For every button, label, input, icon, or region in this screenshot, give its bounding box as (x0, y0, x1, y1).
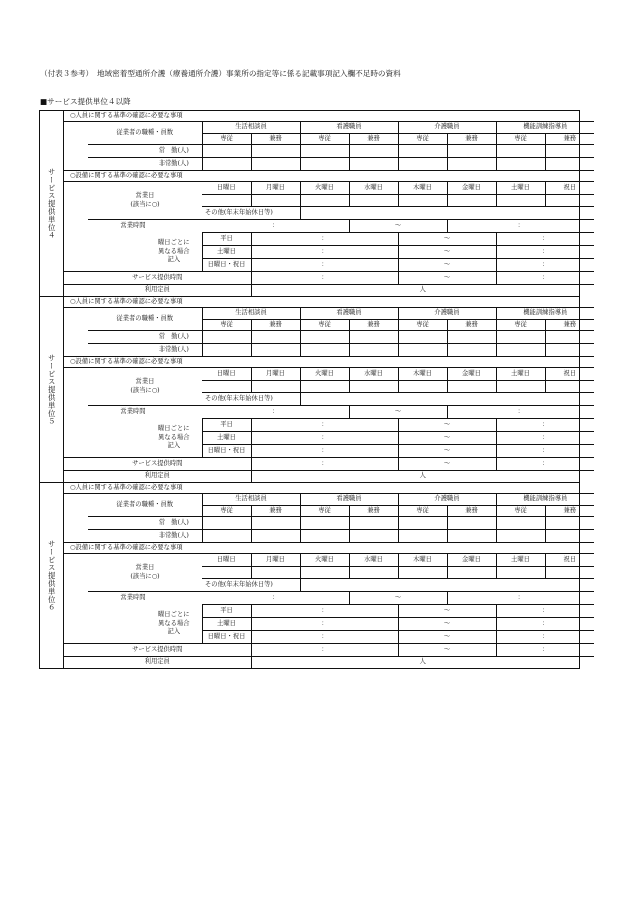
business-hours-start-cell[interactable]: ： (202, 592, 349, 605)
service-unit-block (39, 482, 580, 669)
business-hours-label: 営業時間 (120, 408, 146, 416)
sunday-header: 日曜日 (202, 554, 251, 567)
friday-header: 金曜日 (447, 182, 496, 195)
sunday-holiday-hours-end-cell[interactable]: ： (496, 631, 594, 644)
service-hours-range-separator: ～ (398, 644, 496, 657)
staff-label: 従業者の職種・員数 (88, 308, 202, 331)
wednesday-check-cell[interactable] (349, 195, 398, 207)
business-hours-range-separator: ～ (349, 406, 447, 419)
parttime-staff-count-cell[interactable] (251, 344, 300, 357)
blank-indent-cell (88, 145, 146, 158)
business-hours-start-cell[interactable]: ： (202, 406, 349, 419)
parttime-staff-count-cell[interactable] (398, 530, 447, 543)
personnel-section-heading: ○人員に関する基準の確認に必要な事項 (64, 111, 594, 122)
facility-section-heading: ○設備に関する基準の確認に必要な事項 (64, 543, 594, 554)
thursday-header: 木曜日 (398, 368, 447, 381)
tuesday-check-cell[interactable] (300, 567, 349, 579)
sunday-holiday-hours-label: 日曜日・祝日 (202, 259, 251, 272)
regular-staff-count-cell[interactable] (349, 145, 398, 158)
saturday-check-cell[interactable] (496, 195, 545, 207)
saturday-hours-start-cell[interactable]: ： (251, 432, 398, 445)
concurrent-header: 兼務 (545, 320, 594, 331)
job-type-header: 機能訓練指導員 (496, 494, 594, 506)
holiday-check-cell[interactable] (545, 195, 594, 207)
job-type-header: 介護職員 (398, 122, 496, 134)
capacity-label: 利用定員 (64, 471, 251, 483)
service-unit-label: サービス提供単位４ (47, 167, 57, 240)
parttime-staff-count-cell[interactable] (545, 530, 594, 543)
sunday-check-cell[interactable] (202, 195, 251, 207)
weekday-hours-start-cell[interactable]: ： (251, 419, 398, 432)
monday-check-cell[interactable] (251, 567, 300, 579)
saturday-hours-start-cell[interactable]: ： (251, 618, 398, 631)
other-days-label: その他(年末年始休日等) (202, 393, 300, 406)
parttime-staff-count-cell[interactable] (300, 530, 349, 543)
fulltime-header: 専従 (202, 134, 251, 145)
wednesday-header: 水曜日 (349, 182, 398, 195)
section-heading: ■サービス提供単位４以降 (40, 97, 131, 106)
service-hours-end-cell[interactable]: ： (496, 272, 594, 285)
sunday-holiday-hours-start-cell[interactable]: ： (251, 259, 398, 272)
parttime-staff-count-cell[interactable] (545, 158, 594, 171)
capacity-label: 利用定員 (64, 285, 251, 297)
saturday-hours-end-cell[interactable]: ： (496, 432, 594, 445)
blank-indent-cell (64, 122, 88, 171)
parttime-staff-count-cell[interactable] (202, 530, 251, 543)
by-day-label: 曜日ごとに 異なる場合 記入 (146, 419, 202, 458)
service-hours-range-separator: ～ (398, 458, 496, 471)
saturday-header: 土曜日 (496, 554, 545, 567)
weekday-hours-label: 平日 (202, 233, 251, 246)
parttime-staff-count-cell[interactable] (202, 158, 251, 171)
concurrent-header: 兼務 (251, 320, 300, 331)
job-type-header: 生活相談員 (202, 308, 300, 320)
sunday-holiday-hours-range-separator: ～ (398, 631, 496, 644)
job-type-header: 介護職員 (398, 494, 496, 506)
capacity-label: 利用定員 (64, 657, 251, 669)
blank-indent-cell (88, 331, 146, 344)
blank-indent-cell (64, 368, 88, 406)
parttime-staff-count-cell[interactable] (251, 158, 300, 171)
regular-staff-count-cell[interactable] (251, 145, 300, 158)
other-days-field[interactable] (300, 207, 594, 220)
saturday-hours-end-cell[interactable]: ： (496, 618, 594, 631)
parttime-staff-label: 非常勤(人) (146, 344, 202, 357)
holiday-check-cell[interactable] (545, 381, 594, 393)
sunday-check-cell[interactable] (202, 381, 251, 393)
sunday-holiday-hours-end-cell[interactable]: ： (496, 259, 594, 272)
holiday-header: 祝日 (545, 554, 594, 567)
service-hours-end-cell[interactable]: ： (496, 644, 594, 657)
parttime-staff-count-cell[interactable] (496, 158, 545, 171)
saturday-check-cell[interactable] (496, 381, 545, 393)
holiday-check-cell[interactable] (545, 567, 594, 579)
regular-staff-count-cell[interactable] (398, 517, 447, 530)
parttime-staff-count-cell[interactable] (496, 530, 545, 543)
regular-staff-count-cell[interactable] (447, 331, 496, 344)
parttime-staff-count-cell[interactable] (349, 530, 398, 543)
regular-staff-count-cell[interactable] (300, 517, 349, 530)
thursday-header: 木曜日 (398, 554, 447, 567)
blank-indent-cell (64, 419, 146, 458)
regular-staff-count-cell[interactable] (545, 517, 594, 530)
holiday-header: 祝日 (545, 182, 594, 195)
regular-staff-count-cell[interactable] (496, 145, 545, 158)
regular-staff-count-cell[interactable] (349, 331, 398, 344)
weekday-hours-end-cell[interactable]: ： (496, 233, 594, 246)
job-type-header: 看護職員 (300, 122, 398, 134)
tuesday-check-cell[interactable] (300, 195, 349, 207)
saturday-hours-range-separator: ～ (398, 432, 496, 445)
tuesday-header: 火曜日 (300, 182, 349, 195)
weekday-hours-end-cell[interactable]: ： (496, 605, 594, 618)
other-days-label: その他(年末年始休日等) (202, 207, 300, 220)
service-unit-label: サービス提供単位５ (47, 353, 57, 426)
wednesday-check-cell[interactable] (349, 567, 398, 579)
sunday-holiday-hours-label: 日曜日・祝日 (202, 445, 251, 458)
facility-section-heading: ○設備に関する基準の確認に必要な事項 (64, 171, 594, 182)
concurrent-header: 兼務 (251, 134, 300, 145)
saturday-hours-label: 土曜日 (202, 246, 251, 259)
by-day-label: 曜日ごとに 異なる場合 記入 (146, 233, 202, 272)
sunday-header: 日曜日 (202, 368, 251, 381)
tuesday-header: 火曜日 (300, 554, 349, 567)
friday-check-cell[interactable] (447, 195, 496, 207)
service-hours-label: サービス提供時間 (64, 644, 251, 657)
parttime-staff-count-cell[interactable] (349, 344, 398, 357)
blank-indent-cell (88, 517, 146, 530)
blank-indent-cell (88, 530, 146, 543)
saturday-hours-range-separator: ～ (398, 246, 496, 259)
business-hours-range-separator: ～ (349, 220, 447, 233)
service-unit-block (39, 296, 580, 483)
business-hours-start-cell[interactable]: ： (202, 220, 349, 233)
monday-check-cell[interactable] (251, 381, 300, 393)
regular-staff-count-cell[interactable] (202, 145, 251, 158)
concurrent-header: 兼務 (349, 506, 398, 517)
blank-indent-cell (64, 182, 88, 220)
concurrent-header: 兼務 (251, 506, 300, 517)
sunday-holiday-hours-range-separator: ～ (398, 259, 496, 272)
sunday-holiday-hours-start-cell[interactable]: ： (251, 631, 398, 644)
parttime-staff-count-cell[interactable] (447, 530, 496, 543)
service-unit-label-cell (40, 483, 64, 668)
regular-staff-count-cell[interactable] (202, 517, 251, 530)
job-type-header: 生活相談員 (202, 122, 300, 134)
saturday-hours-end-cell[interactable]: ： (496, 246, 594, 259)
job-type-header: 看護職員 (300, 494, 398, 506)
weekday-hours-label: 平日 (202, 419, 251, 432)
parttime-staff-count-cell[interactable] (251, 530, 300, 543)
regular-staff-count-cell[interactable] (398, 331, 447, 344)
service-hours-start-cell[interactable]: ： (251, 458, 398, 471)
regular-staff-count-cell[interactable] (300, 145, 349, 158)
thursday-check-cell[interactable] (398, 567, 447, 579)
fulltime-header: 専従 (496, 506, 545, 517)
fulltime-header: 専従 (300, 506, 349, 517)
other-days-field[interactable] (300, 579, 594, 592)
fulltime-header: 専従 (398, 320, 447, 331)
business-days-label: 営業日 (該当に○) (88, 182, 202, 220)
document-title: （付表３参考） 地域密着型通所介護（療養通所介護）事業所の指定等に係る記載事項記入欄不足時の資料 (40, 69, 401, 78)
service-hours-end-cell[interactable]: ： (496, 458, 594, 471)
sunday-header: 日曜日 (202, 182, 251, 195)
service-unit-table (64, 483, 594, 668)
fulltime-header: 専従 (300, 320, 349, 331)
by-day-label: 曜日ごとに 異なる場合 記入 (146, 605, 202, 644)
other-days-label: その他(年末年始休日等) (202, 579, 300, 592)
business-hours-end-cell[interactable]: ： (447, 220, 594, 233)
sunday-holiday-hours-start-cell[interactable]: ： (251, 445, 398, 458)
wednesday-check-cell[interactable] (349, 381, 398, 393)
regular-staff-label: 常 勤(人) (146, 517, 202, 530)
business-hours-label: 営業時間 (120, 222, 146, 230)
job-type-header: 介護職員 (398, 308, 496, 320)
other-days-field[interactable] (300, 393, 594, 406)
friday-check-cell[interactable] (447, 381, 496, 393)
friday-header: 金曜日 (447, 554, 496, 567)
business-days-label: 営業日 (該当に○) (88, 554, 202, 592)
business-hours-label: 営業時間 (120, 594, 146, 602)
job-type-header: 看護職員 (300, 308, 398, 320)
capacity-field[interactable]: 人 (419, 658, 426, 666)
service-hours-start-cell[interactable]: ： (251, 644, 398, 657)
concurrent-header: 兼務 (349, 134, 398, 145)
concurrent-header: 兼務 (447, 320, 496, 331)
service-hours-label: サービス提供時間 (64, 458, 251, 471)
fulltime-header: 専従 (496, 134, 545, 145)
regular-staff-count-cell[interactable] (398, 145, 447, 158)
parttime-staff-count-cell[interactable] (300, 344, 349, 357)
sunday-holiday-hours-end-cell[interactable]: ： (496, 445, 594, 458)
regular-staff-count-cell[interactable] (202, 331, 251, 344)
service-unit-label-cell (40, 297, 64, 482)
sunday-holiday-hours-label: 日曜日・祝日 (202, 631, 251, 644)
tuesday-check-cell[interactable] (300, 381, 349, 393)
regular-staff-count-cell[interactable] (545, 331, 594, 344)
service-unit-table (64, 297, 594, 482)
staff-label: 従業者の職種・員数 (88, 122, 202, 145)
wednesday-header: 水曜日 (349, 368, 398, 381)
parttime-staff-label: 非常勤(人) (146, 158, 202, 171)
business-days-label: 営業日 (該当に○) (88, 368, 202, 406)
job-type-header: 機能訓練指導員 (496, 308, 594, 320)
fulltime-header: 専従 (202, 320, 251, 331)
blank-indent-cell (88, 344, 146, 357)
sunday-holiday-hours-range-separator: ～ (398, 445, 496, 458)
weekday-hours-range-separator: ～ (398, 605, 496, 618)
saturday-header: 土曜日 (496, 368, 545, 381)
monday-check-cell[interactable] (251, 195, 300, 207)
service-unit-label-cell (40, 111, 64, 296)
business-hours-range-separator: ～ (349, 592, 447, 605)
service-unit-block (39, 110, 580, 297)
regular-staff-count-cell[interactable] (496, 517, 545, 530)
regular-staff-count-cell[interactable] (349, 517, 398, 530)
thursday-check-cell[interactable] (398, 195, 447, 207)
parttime-staff-count-cell[interactable] (398, 158, 447, 171)
weekday-hours-start-cell[interactable]: ： (251, 605, 398, 618)
parttime-staff-count-cell[interactable] (447, 158, 496, 171)
parttime-staff-count-cell[interactable] (202, 344, 251, 357)
concurrent-header: 兼務 (545, 134, 594, 145)
fulltime-header: 専従 (398, 506, 447, 517)
tuesday-header: 火曜日 (300, 368, 349, 381)
blank-indent-cell (88, 158, 146, 171)
blank-indent-cell (64, 554, 88, 592)
concurrent-header: 兼務 (349, 320, 398, 331)
regular-staff-count-cell[interactable] (447, 517, 496, 530)
sunday-check-cell[interactable] (202, 567, 251, 579)
regular-staff-count-cell[interactable] (300, 331, 349, 344)
service-unit-table (64, 111, 594, 296)
parttime-staff-count-cell[interactable] (300, 158, 349, 171)
thursday-check-cell[interactable] (398, 381, 447, 393)
business-hours-end-cell[interactable]: ： (447, 592, 594, 605)
regular-staff-count-cell[interactable] (251, 517, 300, 530)
weekday-hours-end-cell[interactable]: ： (496, 419, 594, 432)
concurrent-header: 兼務 (447, 134, 496, 145)
parttime-staff-count-cell[interactable] (398, 344, 447, 357)
capacity-field[interactable]: 人 (419, 286, 426, 294)
concurrent-header: 兼務 (545, 506, 594, 517)
facility-section-heading: ○設備に関する基準の確認に必要な事項 (64, 357, 594, 368)
fulltime-header: 専従 (496, 320, 545, 331)
wednesday-header: 水曜日 (349, 554, 398, 567)
saturday-hours-range-separator: ～ (398, 618, 496, 631)
weekday-hours-range-separator: ～ (398, 233, 496, 246)
regular-staff-count-cell[interactable] (251, 331, 300, 344)
regular-staff-count-cell[interactable] (447, 145, 496, 158)
parttime-staff-count-cell[interactable] (545, 344, 594, 357)
service-hours-label: サービス提供時間 (64, 272, 251, 285)
friday-header: 金曜日 (447, 368, 496, 381)
blank-indent-cell (64, 494, 88, 543)
personnel-section-heading: ○人員に関する基準の確認に必要な事項 (64, 483, 594, 494)
fulltime-header: 専従 (202, 506, 251, 517)
monday-header: 月曜日 (251, 554, 300, 567)
service-unit-label: サービス提供単位６ (47, 539, 57, 612)
holiday-header: 祝日 (545, 368, 594, 381)
business-hours-end-cell[interactable]: ： (447, 406, 594, 419)
saturday-hours-start-cell[interactable]: ： (251, 246, 398, 259)
blank-indent-cell (64, 605, 146, 644)
regular-staff-label: 常 勤(人) (146, 331, 202, 344)
monday-header: 月曜日 (251, 368, 300, 381)
concurrent-header: 兼務 (447, 506, 496, 517)
service-hours-range-separator: ～ (398, 272, 496, 285)
saturday-hours-label: 土曜日 (202, 618, 251, 631)
weekday-hours-label: 平日 (202, 605, 251, 618)
job-type-header: 生活相談員 (202, 494, 300, 506)
saturday-check-cell[interactable] (496, 567, 545, 579)
saturday-hours-label: 土曜日 (202, 432, 251, 445)
capacity-field[interactable]: 人 (419, 472, 426, 480)
parttime-staff-count-cell[interactable] (496, 344, 545, 357)
parttime-staff-count-cell[interactable] (349, 158, 398, 171)
parttime-staff-label: 非常勤(人) (146, 530, 202, 543)
weekday-hours-start-cell[interactable]: ： (251, 233, 398, 246)
fulltime-header: 専従 (300, 134, 349, 145)
regular-staff-label: 常 勤(人) (146, 145, 202, 158)
regular-staff-count-cell[interactable] (545, 145, 594, 158)
staff-label: 従業者の職種・員数 (88, 494, 202, 517)
parttime-staff-count-cell[interactable] (447, 344, 496, 357)
personnel-section-heading: ○人員に関する基準の確認に必要な事項 (64, 297, 594, 308)
weekday-hours-range-separator: ～ (398, 419, 496, 432)
blank-indent-cell (64, 308, 88, 357)
saturday-header: 土曜日 (496, 182, 545, 195)
blank-indent-cell (64, 233, 146, 272)
monday-header: 月曜日 (251, 182, 300, 195)
fulltime-header: 専従 (398, 134, 447, 145)
friday-check-cell[interactable] (447, 567, 496, 579)
job-type-header: 機能訓練指導員 (496, 122, 594, 134)
service-units-container (39, 110, 580, 669)
regular-staff-count-cell[interactable] (496, 331, 545, 344)
thursday-header: 木曜日 (398, 182, 447, 195)
service-hours-start-cell[interactable]: ： (251, 272, 398, 285)
